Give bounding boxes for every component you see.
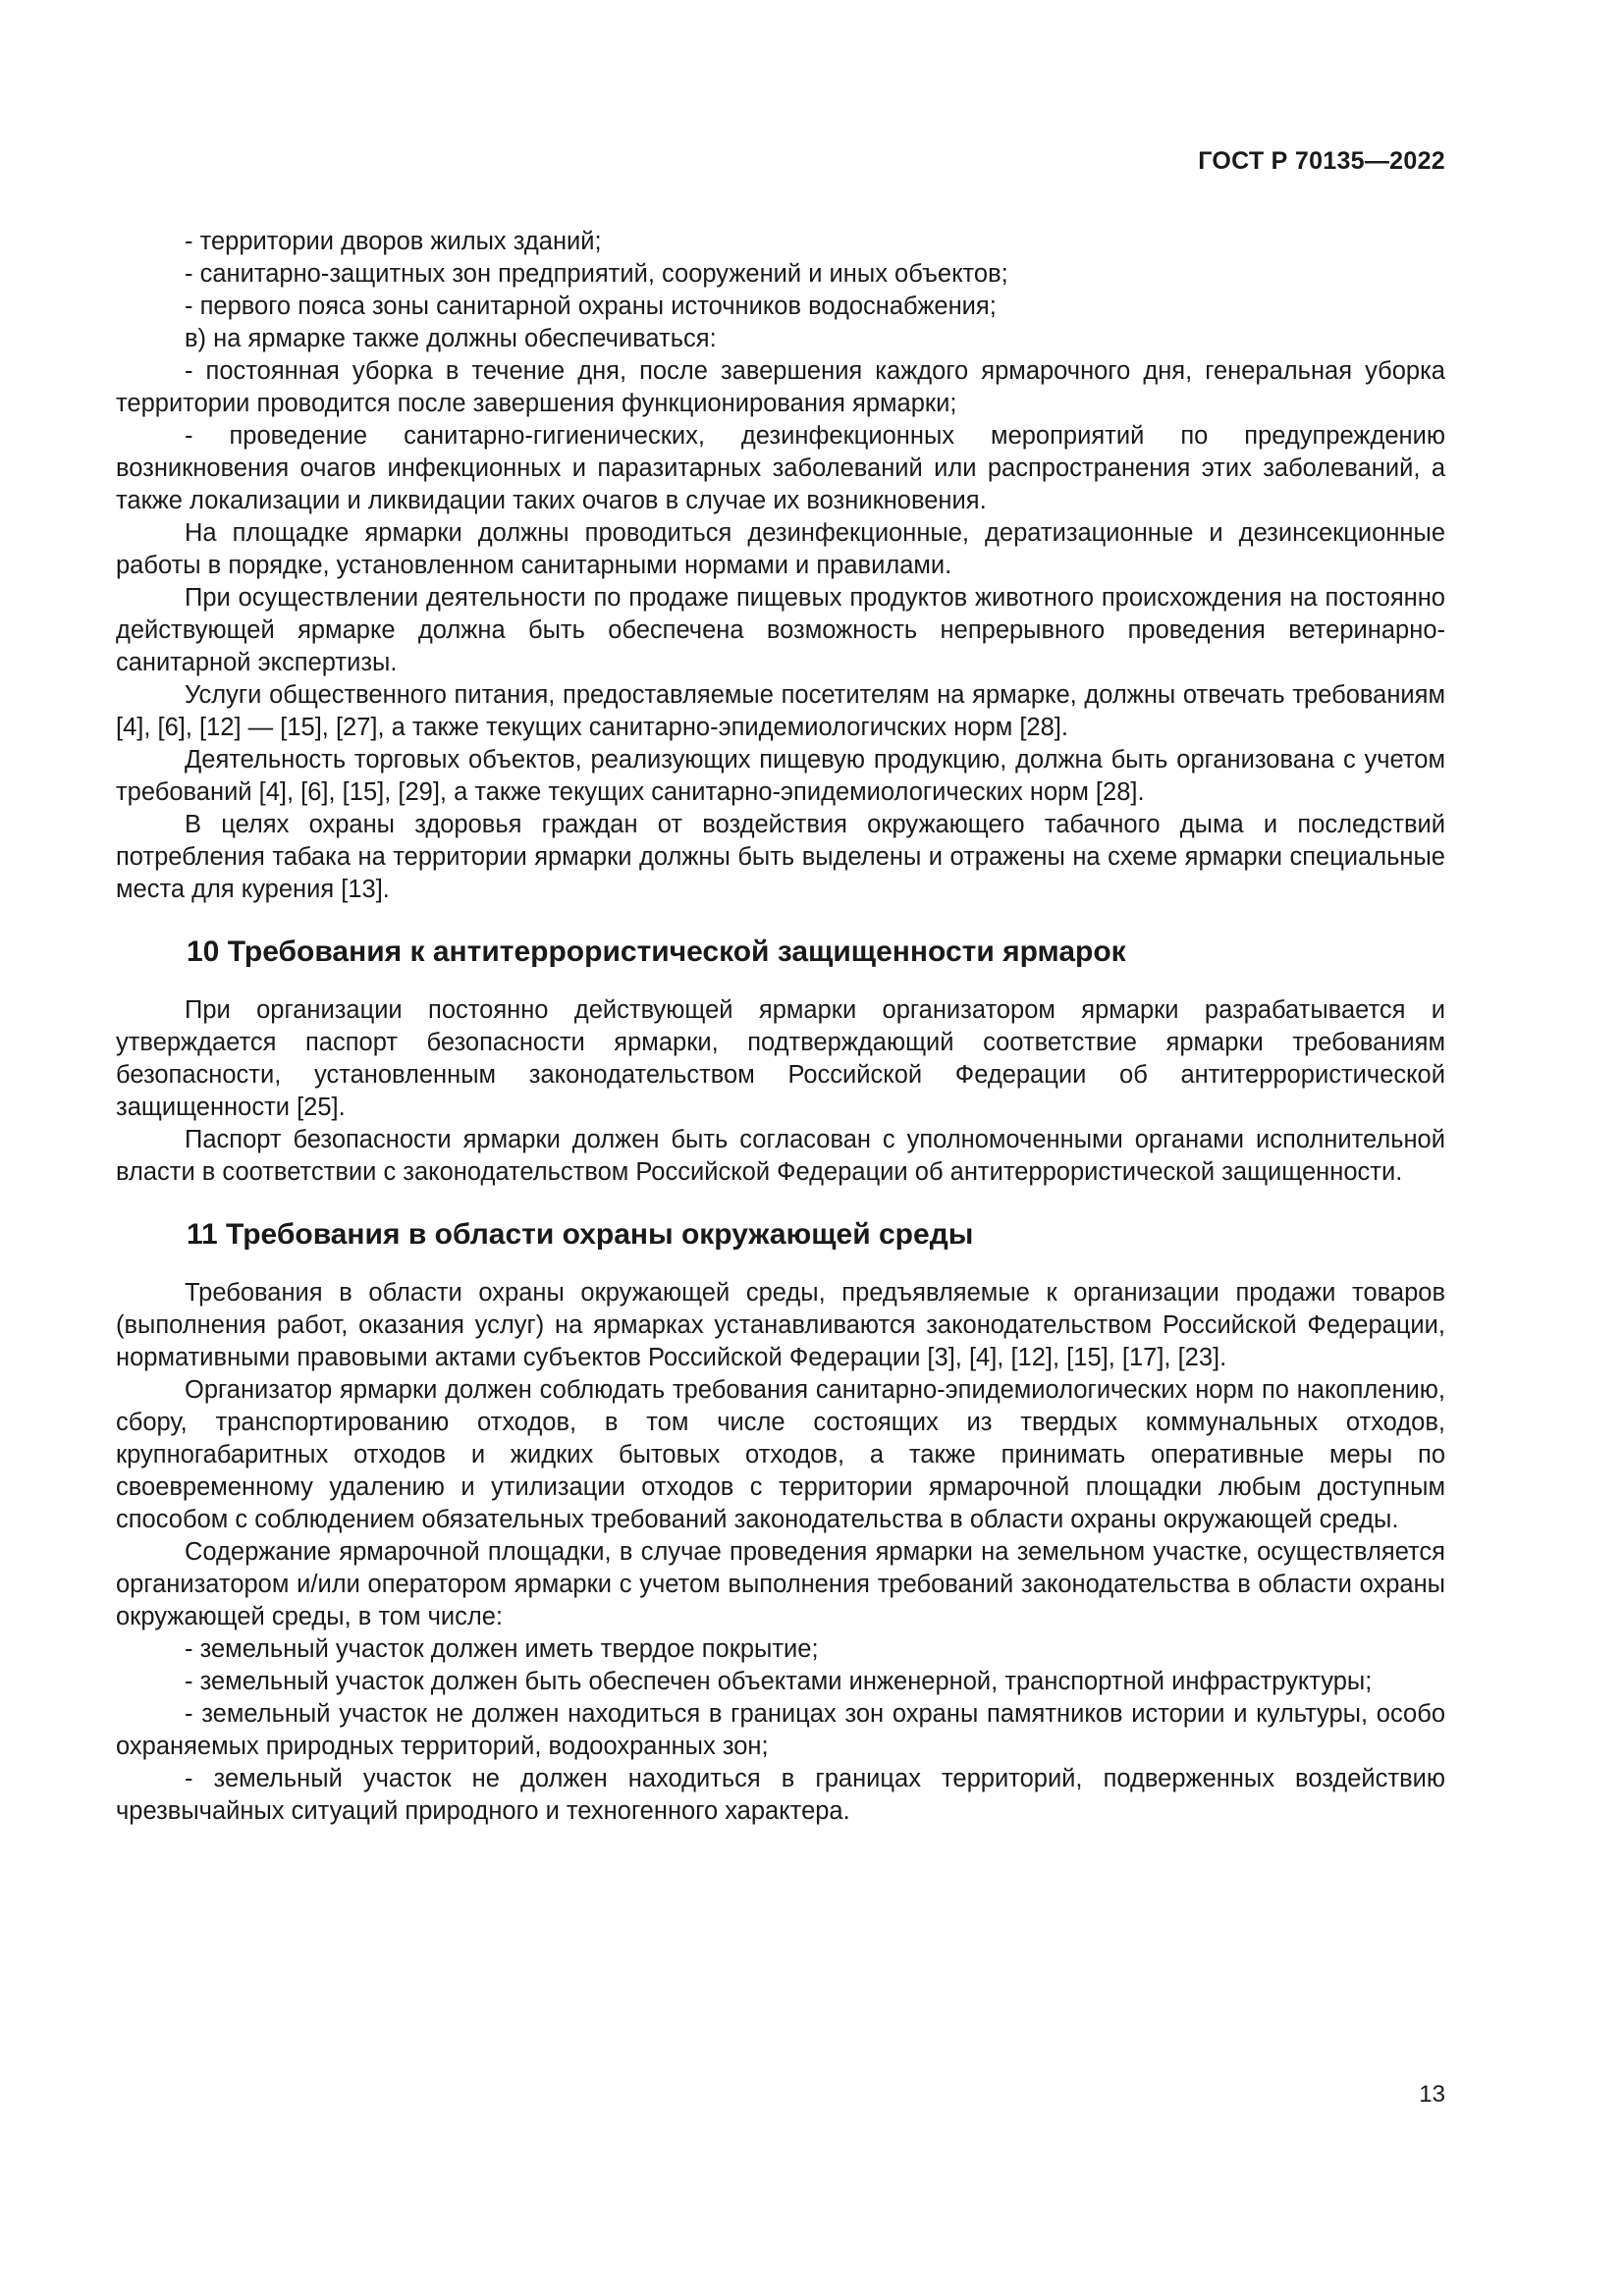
list-item-courtyards: - территории дворов жилых зданий; — [185, 228, 602, 255]
section-10-heading: 10 Требования к антитеррористической защищенности ярмарок — [187, 935, 1126, 968]
section-11-list-item-hard-surface: - земельный участок должен иметь твердое покрытие; — [185, 1635, 819, 1663]
sub-clause-v: в) на ярмарке также должны обеспечиваться: — [185, 325, 717, 352]
list-item-sanitary-zones: - санитарно-защитных зон предприятий, сооружений и иных объектов; — [185, 260, 1008, 288]
page-number: 13 — [1419, 2081, 1445, 2108]
paragraph-smoking-places: В целях охраны здоровья граждан от воздействия окружающего табачного дыма и последствий потребления табака на территории ярмарки должны быть выделены и отражены на схеме ярмарки специальные места для курения [13]. — [116, 811, 1445, 903]
document-body — [116, 226, 1445, 1828]
list-item-water-protection: - первого пояса зоны санитарной охраны источников водоснабжения; — [185, 293, 997, 320]
section-11-list-item-protected-zones: - земельный участок не должен находиться в границах зон охраны памятников истории и культуры, особо охраняемых природных территорий, водоохранных зон; — [116, 1700, 1445, 1760]
paragraph-food-retail: Деятельность торговых объектов, реализующих пищевую продукцию, должна быть организована с учетом требований [4], [6], [15], [29], а также текущих санитарно-эпидемиологических норм [28]. — [116, 746, 1445, 806]
section-11-paragraph-waste: Организатор ярмарки должен соблюдать требования санитарно-эпидемиологических норм по накоплению, сбору, транспортированию отходов, в том числе состоящих из твердых коммунальных отходов, крупногабаритных отходов и жидких бытовых отходов, а также принимать оперативные меры по своевременному удалению и утилизации отходов с территории ярмарочной площадки любым доступным способом с соблюдением обязательных требований законодательства в области охраны окружающей среды. — [116, 1376, 1445, 1533]
section-10-paragraph-approval: Паспорт безопасности ярмарки должен быть согласован с уполномоченными органами исполнительной власти в соответствии с законодательством Российской Федерации об антитеррористической защищенности. — [116, 1126, 1445, 1186]
paragraph-disinfection-works: На площадке ярмарки должны проводиться дезинфекционные, дератизационные и дезинсекционные работы в порядке, установленном санитарными нормами и правилами. — [116, 519, 1445, 579]
section-11-heading: 11 Требования в области охраны окружающей среды — [187, 1218, 974, 1251]
section-11-paragraph-site-maintenance: Содержание ярмарочной площадки, в случае проведения ярмарки на земельном участке, осуществляется организатором и/или оператором ярмарки с учетом выполнения требований законодательства в области охраны окружающей среды, в том числе: — [116, 1538, 1445, 1630]
section-11-paragraph-requirements: Требования в области охраны окружающей среды, предъявляемые к организации продажи товаров (выполнения работ, оказания услуг) на ярмарках устанавливаются законодательством Российской Федерации, нормативными правовыми актами субъектов Российской Федерации [3], [4], [12], [15], [17], [23]. — [116, 1279, 1445, 1371]
paragraph-catering: Услуги общественного питания, предоставляемые посетителям на ярмарке, должны отвечать требованиям [4], [6], [12] — [15], [27], а также текущих санитарно-эпидемиологичских норм [28]. — [116, 681, 1445, 741]
list-item-cleaning: - постоянная уборка в течение дня, после завершения каждого ярмарочного дня, генеральная уборка территории проводится после завершения функционирования ярмарки; — [116, 357, 1445, 417]
document-code-header: ГОСТ Р 70135—2022 — [1198, 147, 1445, 175]
section-11-list-item-emergencies: - земельный участок не должен находиться в границах территорий, подверженных воздействию чрезвычайных ситуаций природного и техногенного характера. — [116, 1765, 1445, 1825]
paragraph-veterinary-expertise: При осуществлении деятельности по продаже пищевых продуктов животного происхождения на постоянно действующей ярмарке должна быть обеспечена возможность непрерывного проведения ветеринарно-санитарной экспертизы. — [116, 584, 1445, 676]
list-item-disinfection-measures: - проведение санитарно-гигиенических, дезинфекционных мероприятий по предупреждению возникновения очагов инфекционных и паразитарных заболеваний или распространения этих заболеваний, а также локализации и ликвидации таких очагов в случае их возникновения. — [116, 422, 1445, 514]
section-11-list-item-infrastructure: - земельный участок должен быть обеспечен объектами инженерной, транспортной инфраструктуры; — [185, 1668, 1373, 1695]
section-10-paragraph-passport: При организации постоянно действующей ярмарки организатором ярмарки разрабатывается и утверждается паспорт безопасности ярмарки, подтверждающий соответствие ярмарки требованиям безопасности, установленным законодательством Российской Федерации об антитеррористической защищенности [25]. — [116, 996, 1445, 1121]
